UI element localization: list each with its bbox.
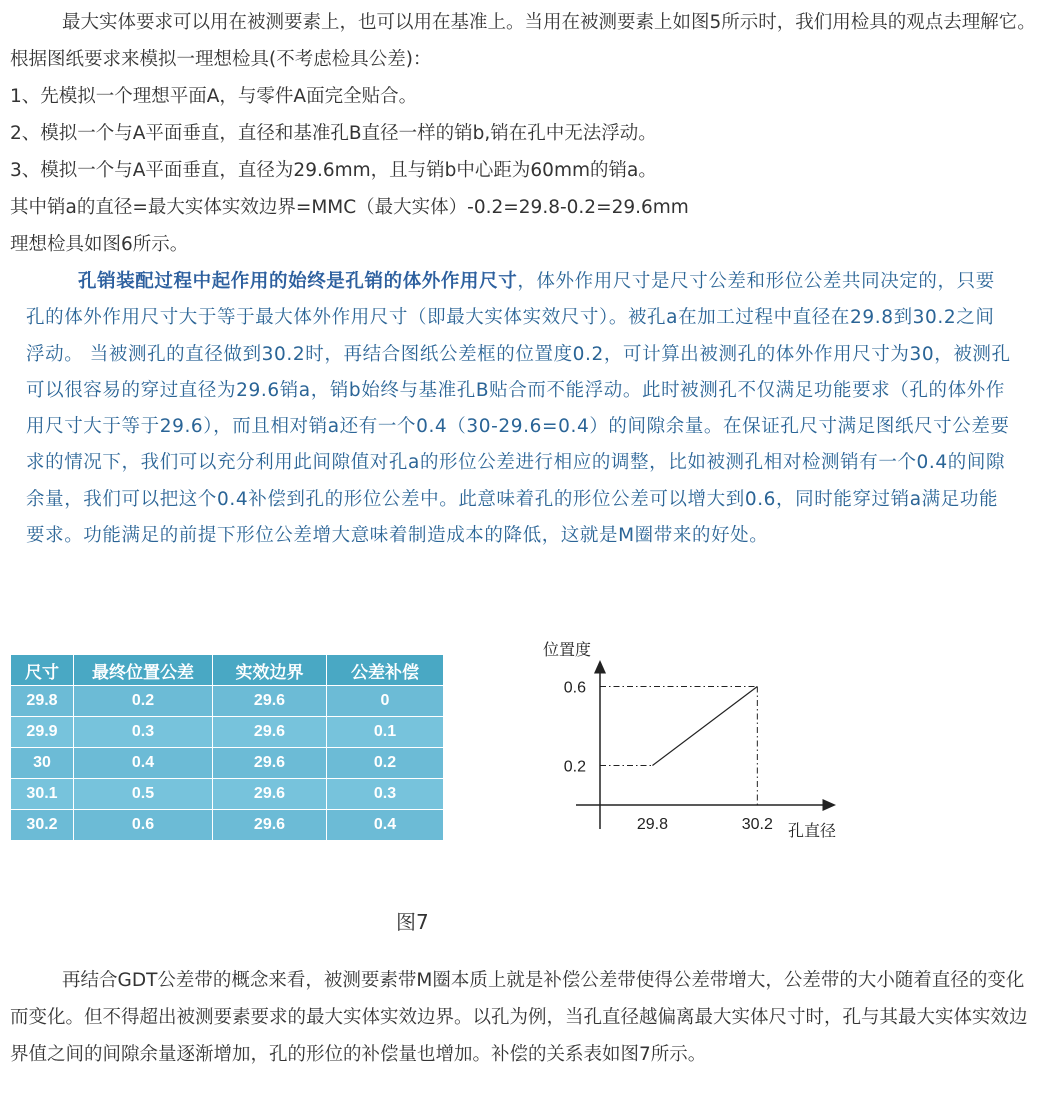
figure-caption: 图7 (396, 910, 429, 934)
table-row (11, 717, 444, 748)
cell-size: 29.8 (11, 686, 74, 717)
header-tolerance-bonus: 公差补偿 (327, 655, 444, 686)
cell-size: 30 (11, 748, 74, 779)
formula-line: 其中销a的直径=最大实体实效边界=MMC（最大实体）-0.2=29.8-0.2=29.6mm (10, 197, 689, 218)
header-final-position-tolerance: 最终位置公差 (74, 655, 213, 686)
y-tick-label-low: 0.2 (563, 758, 586, 776)
cell-virtual-boundary: 29.6 (213, 748, 327, 779)
cell-virtual-boundary: 29.6 (213, 717, 327, 748)
cell-virtual-boundary: 29.6 (213, 779, 327, 810)
y-tick-label-high: 0.6 (563, 679, 586, 697)
figure-6-reference: 理想检具如图6所示。 (10, 234, 189, 255)
table-row (11, 810, 444, 841)
cell-tolerance-bonus: 0.1 (327, 717, 444, 748)
cell-tolerance-bonus: 0.4 (327, 810, 444, 841)
cell-final-position-tolerance: 0.4 (74, 748, 213, 779)
table-row (11, 748, 444, 779)
cell-tolerance-bonus: 0.2 (327, 748, 444, 779)
x-tick-label-high: 30.2 (741, 816, 773, 833)
step-1: 1、先模拟一个理想平面A，与零件A面完全贴合。 (10, 86, 418, 107)
table-row (11, 779, 444, 810)
cell-size: 29.9 (11, 717, 74, 748)
position-tolerance-graph (540, 632, 850, 847)
outro-paragraph: 再结合GDT公差带的概念来看，被测要素带M圈本质上就是补偿公差带使得公差带增大，公差带的大小随着直径的变化而变化。但不得超出被测要素要求的最大实体实效边界。以孔为例，当孔直径越偏离最大实体尺寸时，孔与其最大实体实效边界值之间的间隙余量逐渐增加，孔的形位的补偿量也增加。补偿的关系表如图7所示。 (10, 970, 1028, 1065)
highlight-body-text: ，体外作用尺寸是尺寸公差和形位公差共同决定的，只要孔的体外作用尺寸大于等于最大体外作用尺寸（即最大实体实效尺寸）。被孔a在加工过程中直径在29.8到30.2之间浮动。 当被测孔的直径做到30.2时，再结合图纸公差框的位置度0.2，可计算出被测孔的体外作用尺寸为30，被测孔可以很容易的穿过直径为29.6销a，销b始终与基准孔B贴合而不能浮动。此时被测孔不仅满足功能要求（孔的体外作用尺寸大于等于29.6），而且相对销a还有一个0.4（30-29.6=0.4）的间隙余量。在保证孔尺寸满足图纸尺寸公差要求的情况下，我们可以充分利用此间隙值对孔a的形位公差进行相应的调整，比如被测孔相对检测销有一个0.4的间隙余量，我们可以把这个0.4补偿到孔的形位公差中。此意味着孔的形位公差可以增大到0.6，同时能穿过销a满足功能要求。功能满足的前提下形位公差增大意味着制造成本的降低，这就是M圈带来的好处。 (26, 271, 1011, 547)
cell-tolerance-bonus: 0 (327, 686, 444, 717)
cell-virtual-boundary: 29.6 (213, 686, 327, 717)
cell-size: 30.2 (11, 810, 74, 841)
x-axis-label: 孔直径 (788, 823, 837, 840)
header-virtual-boundary: 实效边界 (213, 655, 327, 686)
highlight-paragraph (26, 264, 1011, 554)
cell-virtual-boundary: 29.6 (213, 810, 327, 841)
compensation-table (10, 654, 444, 841)
cell-final-position-tolerance: 0.3 (74, 717, 213, 748)
cell-final-position-tolerance: 0.2 (74, 686, 213, 717)
table-header-row (11, 655, 444, 686)
cell-final-position-tolerance: 0.6 (74, 810, 213, 841)
cell-tolerance-bonus: 0.3 (327, 779, 444, 810)
y-axis-label: 位置度 (543, 642, 592, 659)
step-3: 3、模拟一个与A平面垂直，直径为29.6mm，且与销b中心距为60mm的销a。 (10, 160, 657, 181)
data-line (652, 687, 757, 766)
table-row (11, 686, 444, 717)
cell-size: 30.1 (11, 779, 74, 810)
header-size: 尺寸 (11, 655, 74, 686)
intro-paragraph: 最大实体要求可以用在被测要素上，也可以用在基准上。当用在被测要素上如图5所示时，我们用检具的观点去理解它。根据图纸要求来模拟一理想检具(不考虑检具公差)： (10, 12, 1036, 70)
x-tick-label-low: 29.8 (636, 816, 669, 833)
step-2: 2、模拟一个与A平面垂直，直径和基准孔B直径一样的销b,销在孔中无法浮动。 (10, 123, 657, 144)
cell-final-position-tolerance: 0.5 (74, 779, 213, 810)
highlight-bold-text: 孔销装配过程中起作用的始终是孔销的体外作用尺寸 (78, 271, 518, 292)
